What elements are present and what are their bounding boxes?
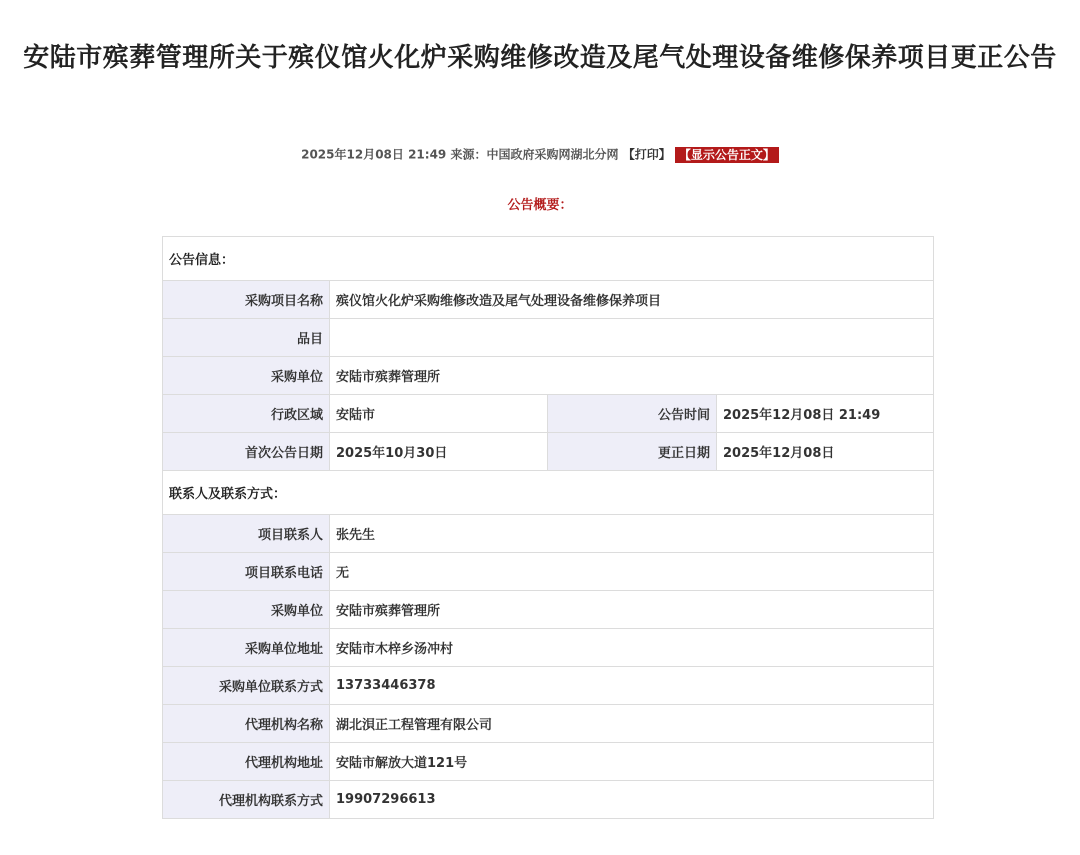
contact-purchaser-value: 安陆市殡葬管理所: [330, 591, 934, 629]
table-row: [163, 281, 934, 319]
show-notice-text-button[interactable]: 【显示公告正文】: [675, 147, 779, 163]
agency-contact-label: 代理机构联系方式: [163, 781, 330, 819]
table-row: [163, 319, 934, 357]
purchaser-contact-label: 采购单位联系方式: [163, 667, 330, 705]
agency-name-label: 代理机构名称: [163, 705, 330, 743]
contact-purchaser-label: 采购单位: [163, 591, 330, 629]
table-row: [163, 667, 934, 705]
purchaser-value: 安陆市殡葬管理所: [330, 357, 934, 395]
meta-line: [0, 144, 1080, 165]
notice-info-table: [162, 236, 934, 819]
print-link[interactable]: 【打印】: [622, 147, 671, 162]
table-row: [163, 629, 934, 667]
section-title-notice-info: 公告信息：: [163, 237, 934, 281]
purchaser-address-value: 安陆市木梓乡汤冲村: [330, 629, 934, 667]
purchaser-label: 采购单位: [163, 357, 330, 395]
table-row: [163, 357, 934, 395]
page-title: 安陆市殡葬管理所关于殡仪馆火化炉采购维修改造及尾气处理设备维修保养项目更正公告: [23, 43, 1057, 73]
agency-name-value: 湖北浿正工程管理有限公司: [330, 705, 934, 743]
contact-phone-label: 项目联系电话: [163, 553, 330, 591]
table-row: [163, 471, 934, 515]
source-label: 来源：: [450, 147, 487, 162]
summary-heading: 公告概要：: [507, 198, 573, 213]
project-name-value: 殡仪馆火化炉采购维修改造及尾气处理设备维修保养项目: [330, 281, 934, 319]
contact-value: 张先生: [330, 515, 934, 553]
agency-contact-value: 19907296613: [330, 781, 934, 819]
notice-time-label: 公告时间: [548, 395, 717, 433]
table-row: [163, 591, 934, 629]
correction-date-label: 更正日期: [548, 433, 717, 471]
section-title-contact: 联系人及联系方式：: [163, 471, 934, 515]
publish-datetime: 2025年12月08日 21:49: [301, 147, 447, 162]
table-row: [163, 237, 934, 281]
table-row: [163, 433, 934, 471]
item-value: [330, 319, 934, 357]
agency-address-label: 代理机构地址: [163, 743, 330, 781]
table-row: [163, 705, 934, 743]
table-row: [163, 395, 934, 433]
table-row: [163, 743, 934, 781]
contact-phone-value: 无: [330, 553, 934, 591]
table-row: [163, 515, 934, 553]
project-name-label: 采购项目名称: [163, 281, 330, 319]
region-value: 安陆市: [330, 395, 548, 433]
first-date-value: 2025年10月30日: [330, 433, 548, 471]
first-date-label: 首次公告日期: [163, 433, 330, 471]
table-row: [163, 781, 934, 819]
agency-address-value: 安陆市解放大道121号: [330, 743, 934, 781]
region-label: 行政区域: [163, 395, 330, 433]
source-name: 中国政府采购网湖北分网: [486, 147, 619, 162]
purchaser-address-label: 采购单位地址: [163, 629, 330, 667]
item-label: 品目: [163, 319, 330, 357]
purchaser-contact-value: 13733446378: [330, 667, 934, 705]
contact-label: 项目联系人: [163, 515, 330, 553]
correction-date-value: 2025年12月08日: [717, 433, 934, 471]
table-row: [163, 553, 934, 591]
notice-time-value: 2025年12月08日 21:49: [717, 395, 934, 433]
